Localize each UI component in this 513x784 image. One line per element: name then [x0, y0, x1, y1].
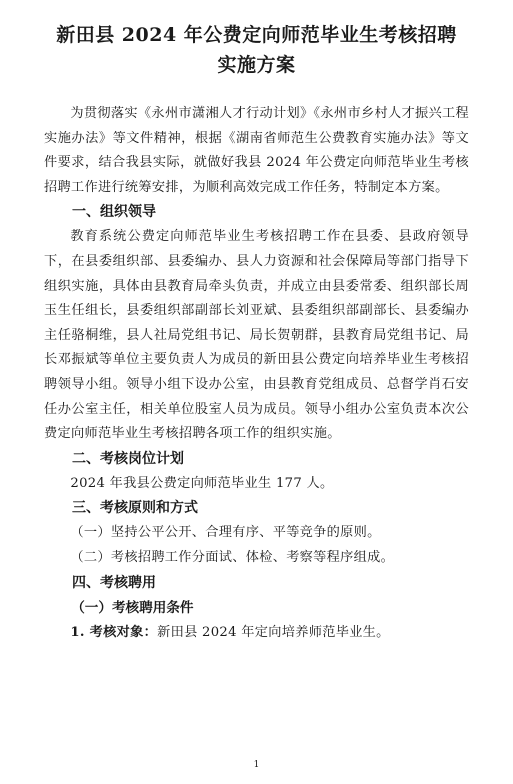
section4-item1-text: 新田县 2024 年定向培养师范毕业生。 [157, 624, 390, 640]
section1-heading: 一、组织领导 [72, 204, 156, 221]
section4-item1-label: 1. 考核对象： [70, 624, 158, 640]
intro-paragraph: 为贯彻落实《永州市潇湘人才行动计划》《永州市乡村人才振兴工程实施办法》等文件精神，根据《湖南省师范生公费教育实施办法》等文件要求，结合我县实际，就做好我县 2024 年公费定向师范毕业生考核招聘工作进行统筹安排，为顺利高效完成工作任务，特制定本方案。 [44, 106, 469, 195]
section3-item1: （一）坚持公平公开、合理有序、平等竞争的原则。 [70, 525, 381, 541]
section1-body: 教育系统公费定向师范毕业生考核招聘工作在县委、县政府领导下，在县委组织部、县委编办、县人力资源和社会保障局等部门指导下组织实施，具体由县教育局牵头负责，并成立由县委常委、组织部长周玉生任组长，县委组织部副部长刘亚斌、县委组织部副部长、县委编办主任骆桐维，县人社局党组书记、局长贺朝群，县教育局党组书记、局长邓振斌等单位主要负责人为成员的新田县公费定向培养毕业生考核招聘领导小组。领导小组下设办公室，由县教育党组成员、总督学肖石安任办公室主任，相关单位股室人员为成员。领导小组办公室负责本次公费定向师范毕业生考核招聘各项工作的组织实施。 [44, 229, 469, 442]
section2-body: 2024 年我县公费定向师范毕业生 177 人。 [70, 475, 334, 491]
section4-heading: 四、考核聘用 [72, 574, 156, 591]
section4-subheading: （一）考核聘用条件 [71, 599, 194, 616]
section4-item1 [44, 621, 469, 646]
title-block [44, 20, 469, 80]
document-title-line1: 新田县 2024 年公费定向师范毕业生考核招聘 [56, 24, 457, 46]
section3-item2: （二）考核招聘工作分面试、体检、考察等程序组成。 [70, 549, 395, 565]
section3-heading: 三、考核原则和方式 [72, 500, 198, 517]
document-title-line2: 实施方案 [217, 54, 296, 76]
page-number: 1 [253, 760, 260, 770]
section2-heading: 二、考核岗位计划 [72, 450, 184, 467]
